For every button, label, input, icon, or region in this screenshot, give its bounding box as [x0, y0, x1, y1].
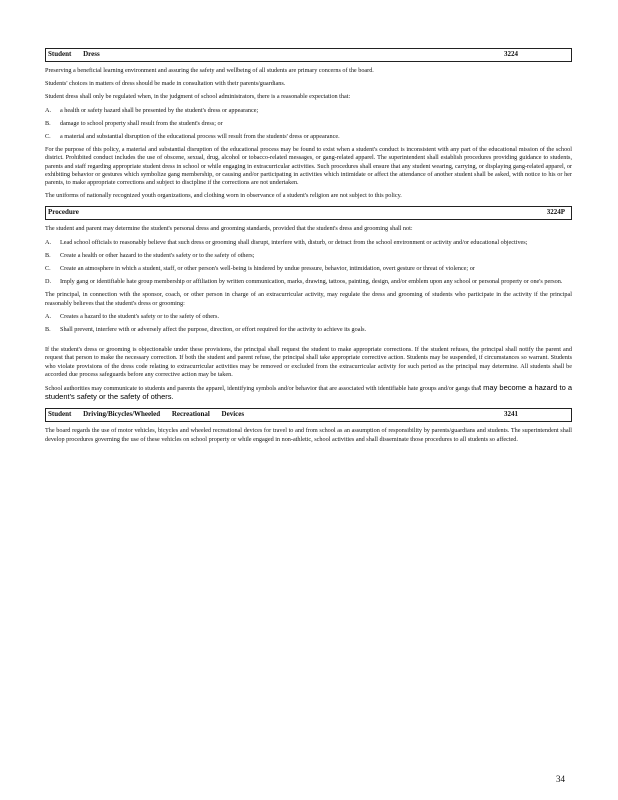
document-page	[45, 48, 572, 444]
paragraph	[45, 384, 572, 402]
list-item	[45, 252, 572, 260]
paragraph: The board regards the use of motor vehicles, bicycles and wheeled recreational devices for travel to and from school as an assumption of responsibility by parents/guardians and students. The superintendent shall develop procedures governing the use of these vehicles on school property or while engaged in non-athletic, school activities and shall disseminate those procedures to all students so affected.	[45, 427, 572, 443]
paragraph: Preserving a beneficial learning environment and assuring the safety and wellbeing of all students are primary concerns of the board.	[45, 67, 374, 74]
section-title: Procedure	[48, 208, 79, 217]
list-text: Create a health or other hazard to the student's safety or to the safety of others;	[60, 251, 255, 259]
list-text: Shall prevent, interfere with or adversely affect the purpose, direction, or effort required for the activity to achieve its goals.	[60, 326, 367, 334]
paragraph-text-large: t may become a hazard to a student's safety or the safety of others.	[45, 383, 573, 402]
policy-number: 3241	[504, 410, 518, 419]
section-header-student-dress	[45, 48, 572, 62]
list-text: Creates a hazard to the student's safety or to the safety of others.	[60, 312, 220, 320]
list-label: A.	[45, 238, 52, 246]
list-item	[45, 239, 572, 247]
list-label: A.	[45, 106, 52, 114]
section-title: Student Dress	[48, 50, 100, 58]
policy-number: 3224	[504, 50, 518, 58]
list-label: B.	[45, 326, 51, 334]
paragraph: Students' choices in matters of dress should be made in consultation with their parents/guardians.	[45, 80, 286, 88]
list-text: Lead school officials to reasonably believe that such dress or grooming shall disrupt, interfere with, disturb, or detract from the school environment or activity and/or educational objectives;	[60, 238, 528, 246]
list-item	[45, 278, 572, 286]
paragraph: The principal, in connection with the sponsor, coach, or other person in charge of an extracurricular activity, may regulate the dress and grooming of students who participate in the activity if the principal reasonably believes that the student's dress or grooming:	[45, 291, 572, 307]
page-number: 34	[556, 774, 565, 784]
list-item	[45, 120, 572, 128]
list-text: a health or safety hazard shall be presented by the student's dress or appearance;	[60, 106, 259, 114]
paragraph: The student and parent may determine the student's personal dress and grooming standards, provided that the student's dress and grooming shall not:	[45, 225, 413, 233]
section-header-procedure	[45, 206, 572, 220]
list-item	[45, 107, 572, 115]
paragraph-text: School authorities may communicate to students and parents the apparel, identifying symbols and/or behavior that are associated with identifiable hate groups and/or gangs tha	[45, 385, 479, 393]
list-item	[45, 313, 572, 321]
policy-number: 3224P	[546, 208, 565, 217]
list-text: damage to school property shall result from the student's dress; or	[60, 119, 223, 127]
list-text: Create an atmosphere in which a student, staff, or other person's well-being is hindered by undue pressure, behavior, intimidation, overt gesture or threat of violence; or	[60, 265, 475, 273]
list-label: B.	[45, 119, 51, 127]
paragraph: Student dress shall only be regulated when, in the judgment of school administrators, there is a reasonable expectation that:	[45, 93, 351, 101]
list-label: D.	[45, 278, 52, 286]
list-item	[45, 133, 572, 141]
section-header-student-driving	[45, 408, 572, 422]
list-item	[45, 326, 572, 334]
list-item	[45, 265, 572, 273]
paragraph: For the purpose of this policy, a material and substantial disruption of the educational process may be found to exist when a student's conduct is inconsistent with any part of the educational mission of the school district. Prohibited conduct includes the use of obscene, sexual, drug, alcohol or tobacco-related messages, or gang-related apparel. The superintendent shall establish procedures providing guidance to students, parents and staff regarding appropriate student dress in school or while engaging in extracurricular activities. Such procedures shall ensure that any student wearing, carrying, or displaying gang-related apparel, or exhibiting behavior or gestures which symbolize gang membership, or causing and/or participating in activities which intimidate or affect the attendance of another student shall be asked, with notice to his or her parents, to make appropriate corrections and subject to discipline if the corrections are not undertaken.	[45, 146, 572, 187]
paragraph: If the student's dress or grooming is objectionable under these provisions, the principal shall request the student to make appropriate corrections. If the student refuses, the principal shall notify the parent and request that person to make the necessary correction. If both the student and parent refuse, the principal shall take appropriate corrective action. Students may be suspended, if circumstances so warrant. Students who violate provisions of the dress code relating to extracurricular activities may be removed or excluded from the extracurricular activity for such period as the principal may determine. All students shall be accorded due process safeguards before any corrective action may be taken.	[45, 346, 572, 378]
list-label: B.	[45, 251, 51, 259]
list-label: A.	[45, 312, 52, 320]
list-text: a material and substantial disruption of the educational process will result from the students' dress or appearance.	[60, 133, 340, 141]
list-text: Imply gang or identifiable hate group membership or affiliation by written communication, marks, drawing, tattoos, painting, design, and/or emblem upon any school or personal property or one's person.	[60, 278, 563, 286]
list-label: C.	[45, 265, 51, 273]
section-title: Student Driving/Bicycles/Wheeled Recreational Devices	[48, 410, 245, 419]
paragraph: The uniforms of nationally recognized youth organizations, and clothing worn in observance of a student's religion are not subject to this policy.	[45, 192, 402, 200]
list-label: C.	[45, 133, 51, 141]
